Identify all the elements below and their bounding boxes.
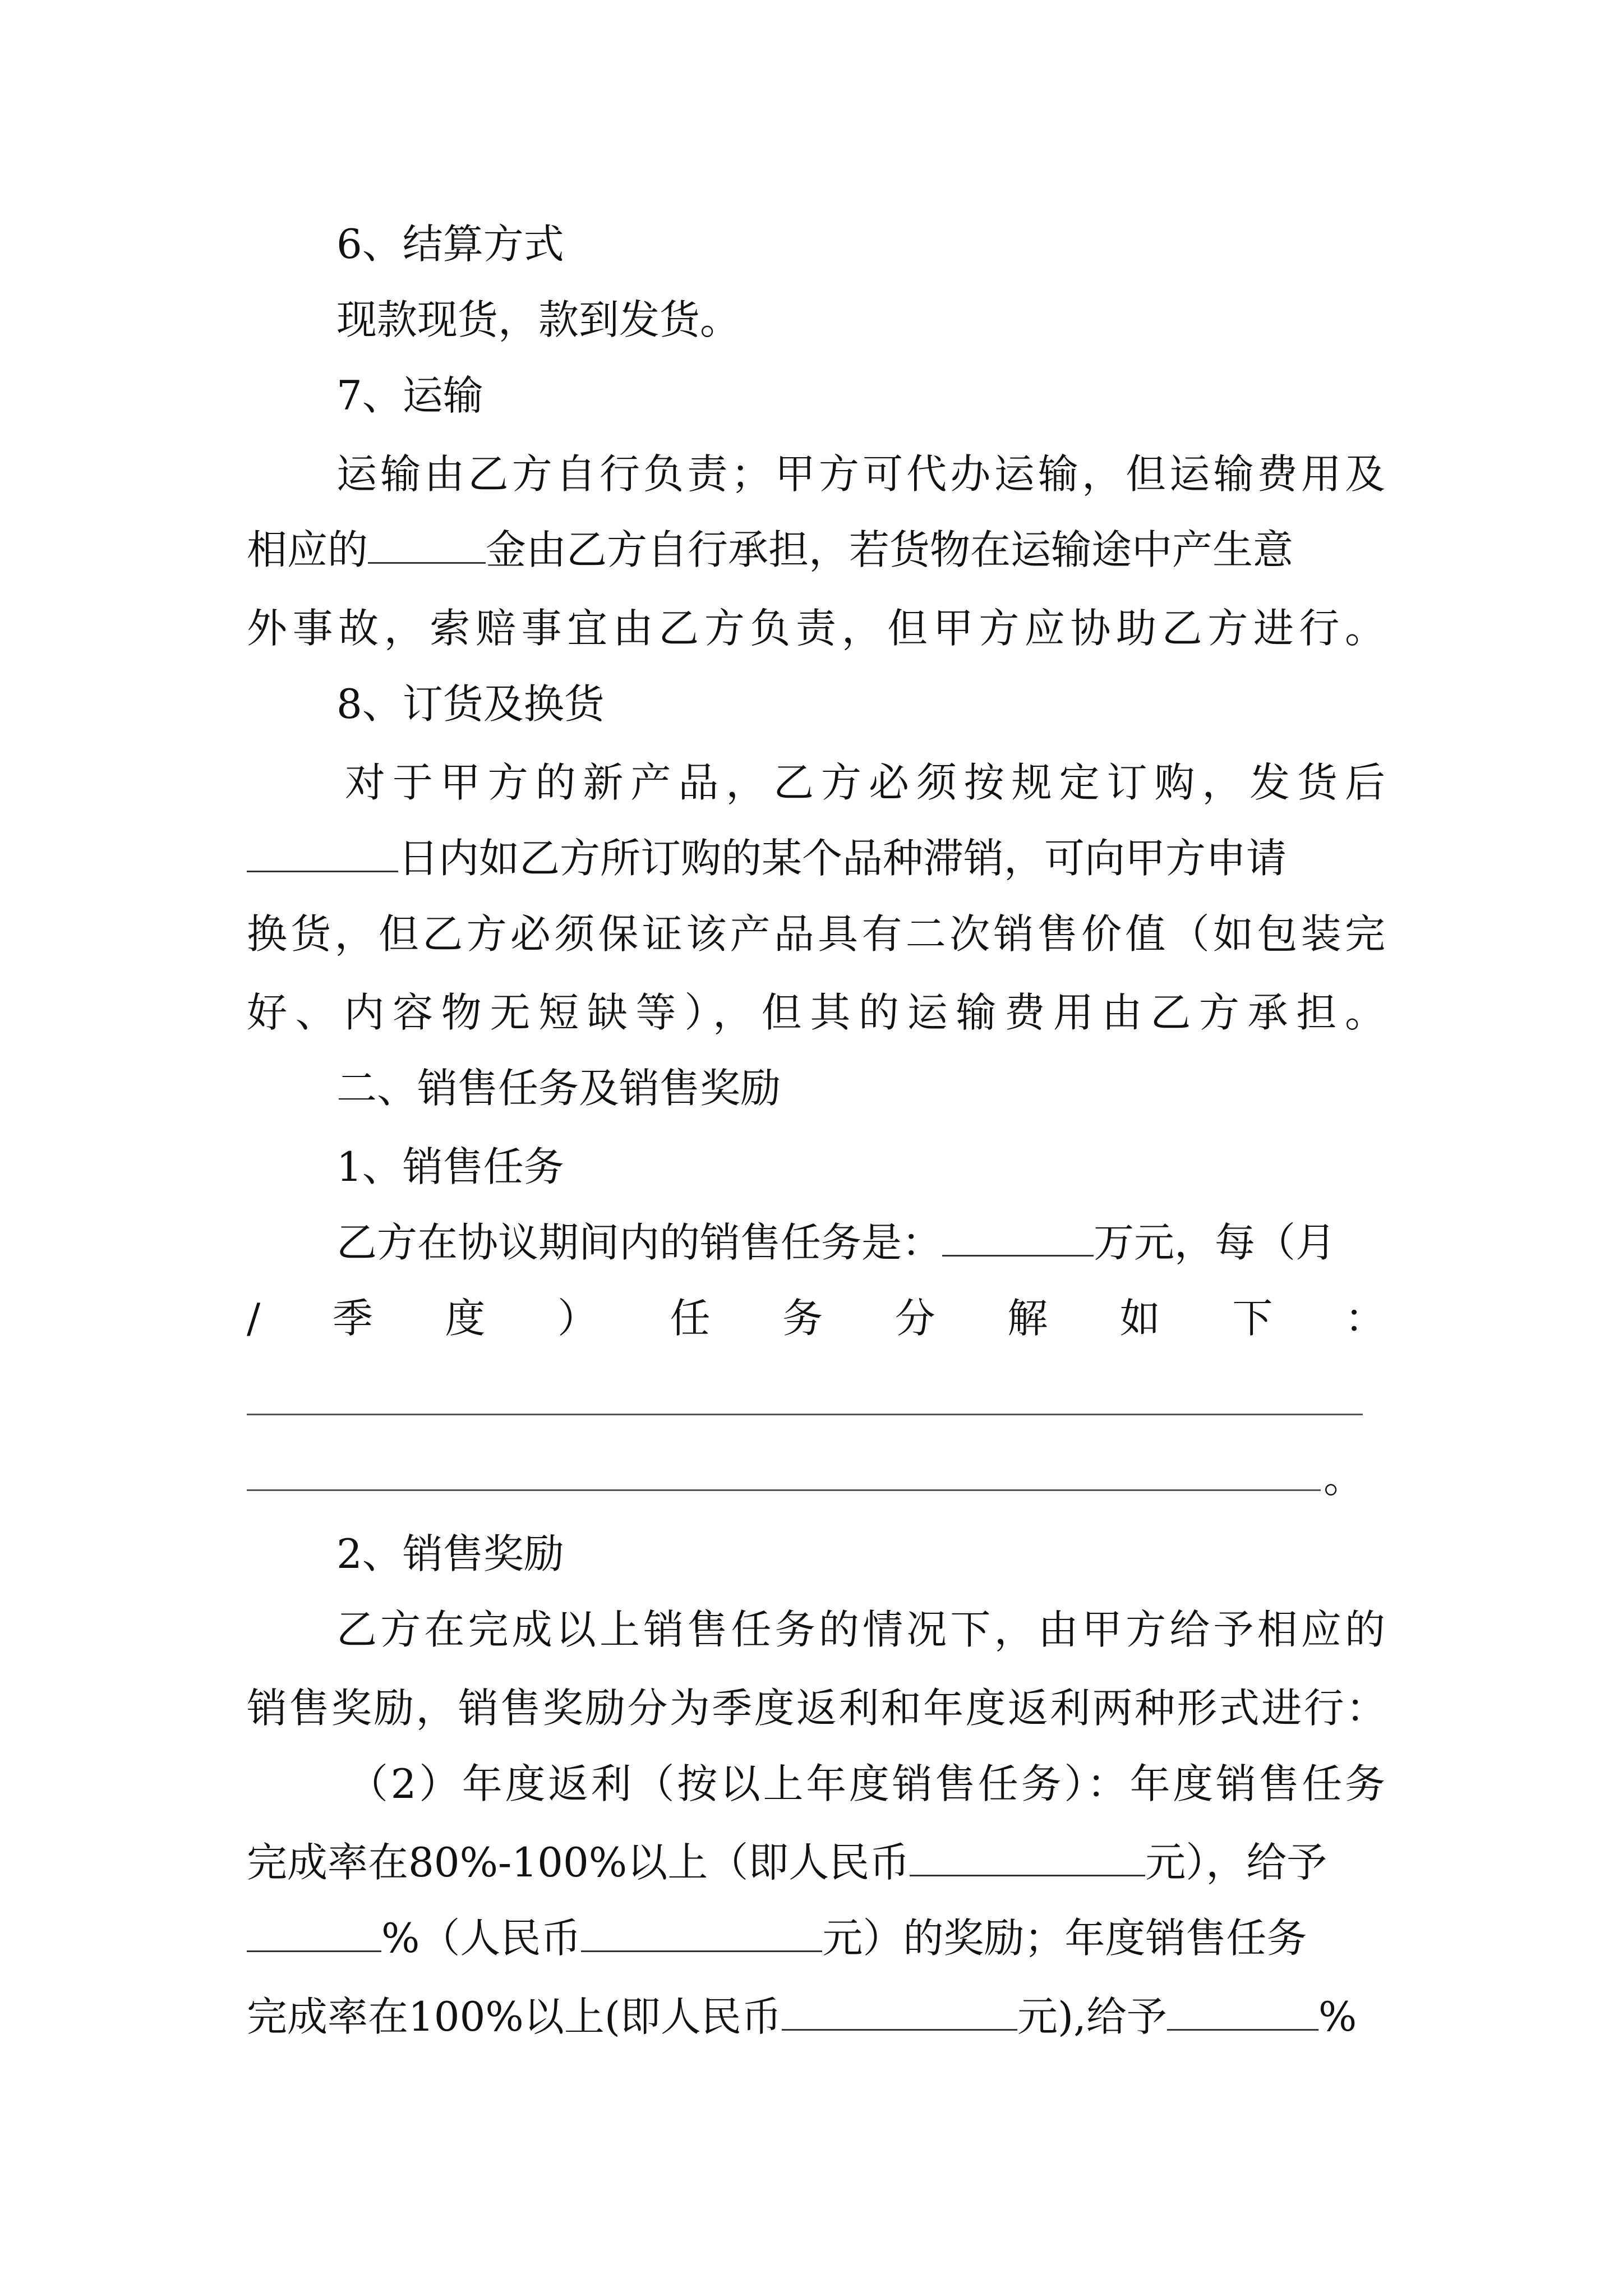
spaced-char: 务 xyxy=(782,1295,823,1342)
spaced-char: 分 xyxy=(895,1295,935,1342)
blank-field xyxy=(368,523,486,564)
sales-reward-line-4 xyxy=(247,1834,1385,1890)
sales-task-line-2 xyxy=(247,1290,1385,1346)
blank-rule-2 xyxy=(247,1489,1321,1491)
sales-task-line-1-start: 乙方在协议期间内的销售任务是： xyxy=(336,1219,943,1266)
blank-field xyxy=(1167,1990,1318,2031)
sales-task-title: 1、销售任务 xyxy=(336,1143,564,1190)
section-7-line-2-end: 金由乙方自行承担，若货物在运输途中产生意 xyxy=(486,526,1294,573)
spaced-char: ） xyxy=(557,1295,598,1342)
section-7-line-2 xyxy=(247,522,1385,578)
period-mark: 。 xyxy=(1324,1455,1364,1502)
section-8-line-3: 换货，但乙方必须保证该产品具有二次销售价值（如包装完 xyxy=(247,910,1385,958)
section-8-line-4: 好、内容物无短缺等），但其的运输费用由乙方承担。 xyxy=(247,989,1385,1036)
sales-task-line-1 xyxy=(336,1214,1385,1271)
sales-reward-line-6-start: 完成率在100%以上(即人民币 xyxy=(247,1993,782,2040)
sales-reward-line-6-mid: 元),给予 xyxy=(1017,1993,1167,2040)
section-8-line-2-text: 日内如乙方所订购的某个品种滞销，可向甲方申请 xyxy=(398,835,1287,882)
sales-reward-line-2: 销售奖励，销售奖励分为季度返利和年度返利两种形式进行： xyxy=(247,1685,1385,1732)
spaced-char: ： xyxy=(1344,1295,1385,1342)
blank-rule-1 xyxy=(247,1414,1363,1415)
sales-reward-title: 2、销售奖励 xyxy=(336,1530,564,1577)
sales-reward-line-5-end: 元）的奖励；年度销售任务 xyxy=(822,1915,1307,1962)
sales-reward-line-5 xyxy=(247,1910,1385,1966)
blank-field xyxy=(782,1990,1017,2031)
section-6-title: 6、结算方式 xyxy=(336,220,564,268)
section-8-line-2 xyxy=(247,830,1385,886)
spaced-char: 下 xyxy=(1232,1295,1273,1342)
blank-field xyxy=(247,831,398,872)
section-7-line-3: 外事故，索赔事宜由乙方负责，但甲方应协助乙方进行。 xyxy=(247,605,1385,652)
spaced-char: 解 xyxy=(1007,1295,1048,1342)
section-7-title: 7、运输 xyxy=(336,372,483,419)
spaced-char: 季 xyxy=(332,1295,373,1342)
sales-task-line-1-end: 万元，每（月 xyxy=(1094,1219,1336,1266)
section-6-body: 现款现货，款到发货。 xyxy=(336,296,741,343)
spaced-char: 任 xyxy=(670,1295,711,1342)
spaced-char: 度 xyxy=(445,1295,486,1342)
sales-reward-line-4-start: 完成率在80%-100%以上（即人民币 xyxy=(247,1839,910,1886)
section-7-line-2-start: 相应的 xyxy=(247,526,368,573)
sales-reward-line-6 xyxy=(247,1989,1385,2045)
section-2-heading: 二、销售任务及销售奖励 xyxy=(336,1065,781,1112)
sales-reward-line-6-end: % xyxy=(1318,1993,1357,2040)
blank-field xyxy=(247,1911,381,1952)
spaced-char: / xyxy=(247,1295,261,1342)
sales-reward-line-5-start: %（人民币 xyxy=(381,1915,582,1962)
sales-reward-line-1: 乙方在完成以上销售任务的情况下，由甲方给予相应的 xyxy=(336,1606,1385,1653)
blank-field xyxy=(910,1835,1145,1876)
section-8-title: 8、订货及换货 xyxy=(336,680,605,728)
sales-reward-line-4-end: 元），给予 xyxy=(1145,1839,1327,1886)
sales-reward-line-3: （2）年度返利（按以上年度销售任务）：年度销售任务 xyxy=(348,1760,1385,1807)
blank-field xyxy=(942,1216,1094,1257)
blank-field xyxy=(581,1911,822,1952)
section-7-line-1: 运输由乙方自行负责；甲方可代办运输，但运输费用及 xyxy=(336,450,1385,498)
section-8-line-1: 对于甲方的新产品，乙方必须按规定订购，发货后 xyxy=(345,759,1385,806)
spaced-char: 如 xyxy=(1119,1295,1160,1342)
